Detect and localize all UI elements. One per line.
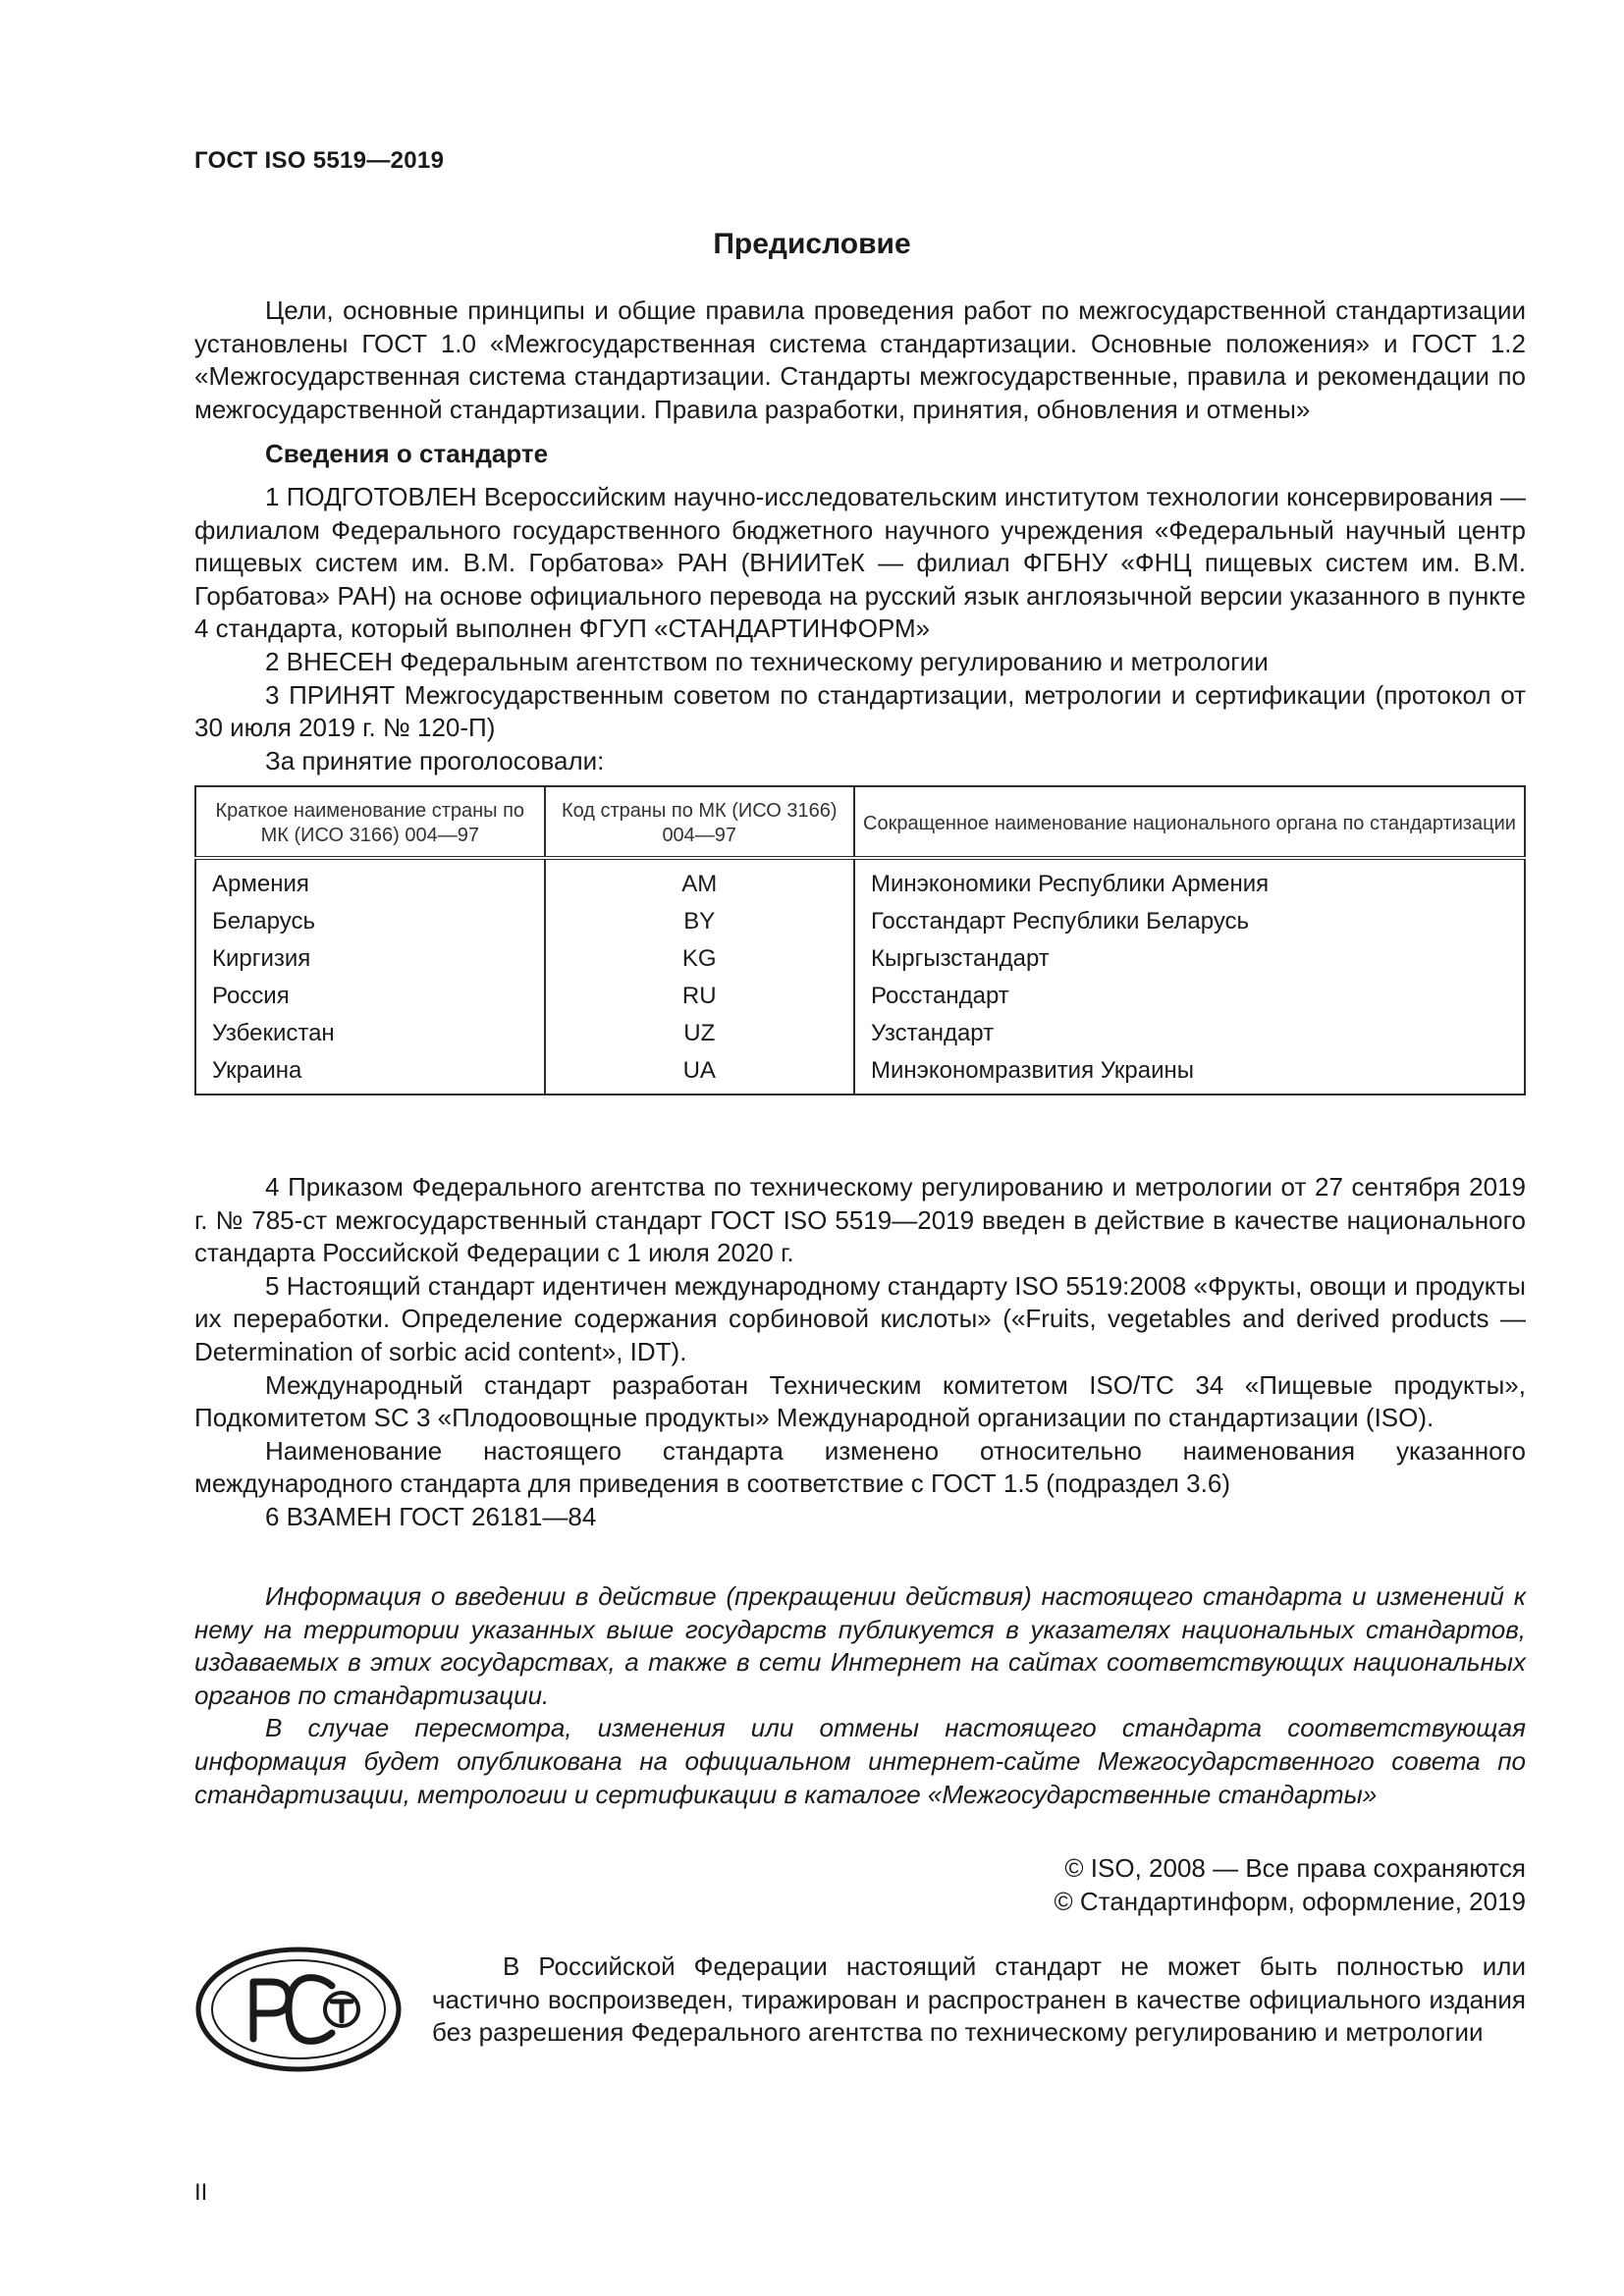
foreword-items-block — [194, 1171, 1526, 1534]
rf-notice-block — [432, 1950, 1526, 2050]
body-cell: Кыргызстандарт — [854, 940, 1525, 978]
document-code-header: ГОСТ ISO 5519—2019 — [194, 147, 445, 174]
code-cell: UZ — [545, 1015, 854, 1052]
column-header-country: Краткое наименование страны по МК (ИСО 3166) 004—97 — [195, 786, 545, 858]
country-cell: Киргизия — [195, 940, 545, 978]
body-cell: Госстандарт Республики Беларусь — [854, 903, 1525, 940]
column-header-body: Сокращенное наименование национального органа по стандартизации — [854, 786, 1525, 858]
item-1-paragraph: 1 ПОДГОТОВЛЕН Всероссийским научно-исследовательским институтом технологии консервирования — филиалом Федерального государственного бюджетного научного учреждения «Федеральный научный центр пищевых систем им. В.М. Горбатова» РАН (ВНИИТеК — филиал ФГБНУ «ФНЦ пищевых систем им. В.М. Горбатова» РАН) на основе официального перевода на русский язык англоязычной версии указанного в пункте 4 стандарта, который выполнен ФГУП «СТАНДАРТИНФОРМ» — [194, 481, 1526, 644]
foreword-top-block — [194, 294, 1526, 1095]
item-3-paragraph: 3 ПРИНЯТ Межгосударственным советом по стандартизации, метрологии и сертификации (протокол от 30 июля 2019 г. № 120-П) — [194, 679, 1526, 743]
country-cell: Беларусь — [195, 903, 545, 940]
item-2-paragraph: 2 ВНЕСЕН Федеральным агентством по техническому регулированию и метрологии — [265, 646, 1269, 676]
item-5-paragraph: 5 Настоящий стандарт идентичен международному стандарту ISO 5519:2008 «Фрукты, овощи и продукты их переработки. Определение содержания сорбиновой кислоты» («Fruits, vegetables and derived products — Determination of sorbic acid content», IDT). — [194, 1270, 1526, 1366]
table-row — [195, 978, 1525, 1015]
voting-table — [194, 785, 1526, 1095]
voted-label: За принятие проголосовали: — [265, 745, 605, 775]
body-cell: Минэкономики Республики Армения — [854, 858, 1525, 903]
copyright-block — [1055, 1852, 1526, 1918]
column-header-code: Код страны по МК (ИСО 3166) 004—97 — [545, 786, 854, 858]
item-6-paragraph: 6 ВЗАМЕН ГОСТ 26181—84 — [265, 1501, 597, 1531]
info-paragraph-2: В случае пересмотра, изменения или отмены настоящего стандарта соответствующая информация будет опубликована на официальном интернет-сайте Межгосударственного совета по стандартизации, метрологии и сертификации в каталоге «Межгосударственные стандарты» — [194, 1713, 1526, 1809]
body-cell: Узстандарт — [854, 1015, 1525, 1052]
code-cell: UA — [545, 1052, 854, 1095]
page-title: Предисловие — [713, 228, 911, 260]
info-paragraph-1: Информация о введении в действие (прекращении действия) настоящего стандарта и изменений к нему на территории указанных выше государств публикуется в указателях национальных стандартов, издаваемых в этих государствах, а также в сети Интернет на сайтах соответствующих национальных органов по стандартизации. — [194, 1581, 1526, 1710]
code-cell: RU — [545, 978, 854, 1015]
section-heading: Сведения о стандарте — [265, 439, 549, 469]
table-row — [195, 903, 1525, 940]
country-cell: Украина — [195, 1052, 545, 1095]
code-cell: KG — [545, 940, 854, 978]
pct-certification-mark-icon — [194, 1945, 403, 2074]
table-row — [195, 858, 1525, 903]
item-5-name-paragraph: Наименование настоящего стандарта изменено относительно наименования указанного международного стандарта для приведения в соответствие с ГОСТ 1.5 (подраздел 3.6) — [194, 1435, 1526, 1499]
country-cell: Армения — [195, 858, 545, 903]
copyright-standartinform: © Стандартинформ, оформление, 2019 — [1054, 1886, 1526, 1916]
item-4-paragraph: 4 Приказом Федерального агентства по техническому регулированию и метрологии от 27 сентября 2019 г. № 785-ст межгосударственный стандарт ГОСТ ISO 5519—2019 введен в действие в качестве национального стандарта Российской Федерации с 1 июля 2020 г. — [194, 1172, 1526, 1268]
info-block — [194, 1580, 1526, 1811]
rf-notice-paragraph: В Российской Федерации настоящий стандарт не может быть полностью или частично воспроизведен, тиражирован и распространен в качестве официального издания без разрешения Федерального агентства по техническому регулированию и метрологии — [432, 1951, 1526, 2048]
intro-paragraph: Цели, основные принципы и общие правила проведения работ по межгосударственной стандартизации установлены ГОСТ 1.0 «Межгосударственная система стандартизации. Основные положения» и ГОСТ 1.2 «Межгосударственная система стандартизации. Стандарты межгосударственные, правила и рекомендации по межгосударственной стандартизации. Правила разработки, принятия, обновления и отмены» — [194, 295, 1526, 424]
country-cell: Россия — [195, 978, 545, 1015]
code-cell: AM — [545, 858, 854, 903]
country-cell: Узбекистан — [195, 1015, 545, 1052]
body-cell: Росстандарт — [854, 978, 1525, 1015]
table-row — [195, 1015, 1525, 1052]
code-cell: BY — [545, 903, 854, 940]
table-row — [195, 940, 1525, 978]
table-row — [195, 1052, 1525, 1095]
item-5-tc-paragraph: Международный стандарт разработан Техническим комитетом ISO/TC 34 «Пищевые продукты», Подкомитетом SC 3 «Плодоовощные продукты» Международной организации по стандартизации (ISO). — [194, 1369, 1526, 1433]
table-header-row — [195, 786, 1525, 858]
copyright-iso: © ISO, 2008 — Все права сохраняются — [1064, 1853, 1526, 1883]
body-cell: Минэкономразвития Украины — [854, 1052, 1525, 1095]
page-number: II — [194, 2179, 208, 2206]
